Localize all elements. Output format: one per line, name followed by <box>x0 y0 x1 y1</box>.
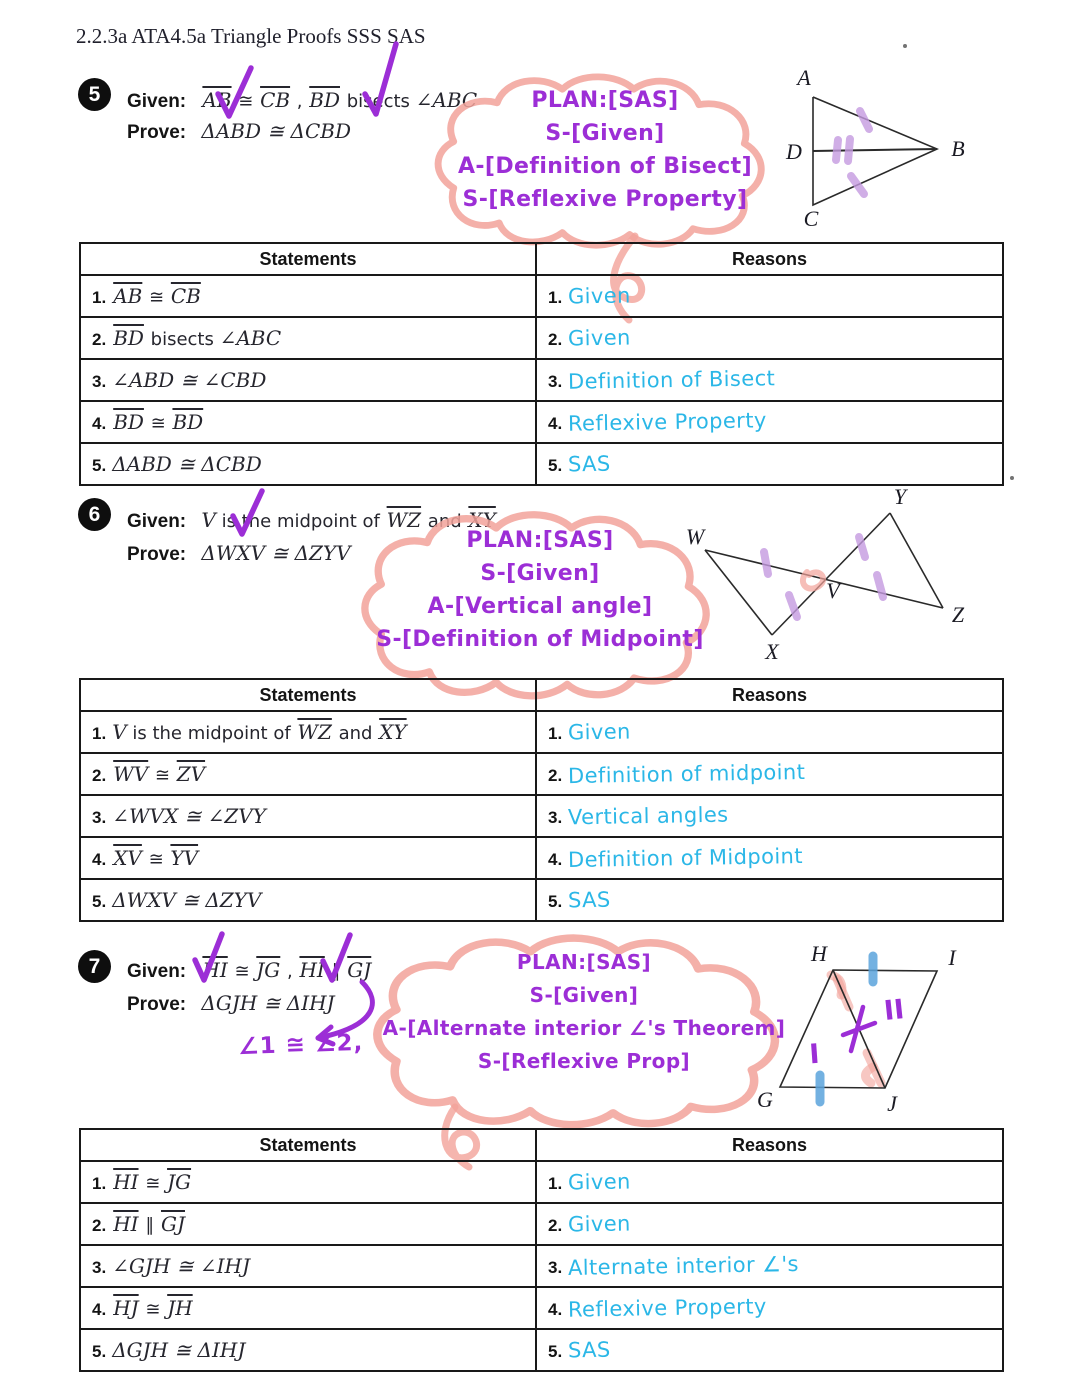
given-label: Given: <box>127 961 187 982</box>
statement: V is the midpoint of $\overline{WZ}$ and $\overline{XY}$ <box>112 720 407 744</box>
statement: ∠WVX ≅ ∠ZVY <box>112 804 266 828</box>
vertex-label-I: I <box>948 945 956 970</box>
prove-label: Prove: <box>127 122 187 143</box>
reason-handwriting: Definition of midpoint <box>567 759 806 789</box>
curved-arrow <box>298 976 382 1052</box>
plan-note-6: PLAN:[SAS] S-[Given] A-[Vertical angle] S-[Definition of Midpoint] <box>376 528 704 652</box>
reason-handwriting: Vertical angles <box>567 802 729 830</box>
checkmark <box>212 62 257 124</box>
table-row: 3. ∠ABD ≅ ∠CBD 3. Definition of Bisect <box>80 359 1003 401</box>
statement: ΔGJH ≅ ΔIHJ <box>112 1338 246 1362</box>
table-row: 5. ΔWXV ≅ ΔZYV 5. SAS <box>80 879 1003 921</box>
proof-table-7 <box>79 1128 1004 1372</box>
table-row: 1. $\overline{AB}$ ≅ $\overline{CB}$ 1. Given <box>80 275 1003 317</box>
given-label: Given: <box>127 511 187 532</box>
triangle-region-label-1: I <box>808 1038 821 1071</box>
vertex-label-C: C <box>803 206 819 231</box>
stray-pen-dot <box>1010 476 1014 480</box>
problem-number-badge: 6 <box>78 498 111 531</box>
table-row: 4. $\overline{BD}$ ≅ $\overline{BD}$ 4. Reflexive Property <box>80 401 1003 443</box>
plan-note-5: PLAN:[SAS] S-[Given] A-[Definition of Bisect] S-[Reflexive Property] <box>457 88 753 212</box>
reason-handwriting: Given <box>567 325 632 351</box>
given-text: $\overline{AB}$ ≅ $\overline{CB}$ , $\overline{BD}$ bisects ∠ABC <box>202 88 478 112</box>
statement: ΔWXV ≅ ΔZYV <box>112 888 262 912</box>
pink-scribble <box>803 572 823 589</box>
given-text: $\overline{HI}$ ≅ $\overline{JG}$ , $\overline{HI}$ ∥ $\overline{GJ}$ <box>202 958 372 982</box>
vertex-label-J: J <box>887 1091 897 1116</box>
prove-label: Prove: <box>127 994 187 1015</box>
reasons-header: Reasons <box>536 679 1003 711</box>
table-row: 1. V is the midpoint of $\overline{WZ}$ and $\overline{XY}$ 1. Given <box>80 711 1003 753</box>
problem-number-badge: 5 <box>78 78 111 111</box>
given-label: Given: <box>127 91 187 112</box>
table-row: 2. $\overline{WV}$ ≅ $\overline{ZV}$ 2. Definition of midpoint <box>80 753 1003 795</box>
reason-handwriting: Reflexive Property <box>567 1294 768 1322</box>
reason-handwriting: Given <box>567 1211 632 1237</box>
triangle-diagram-5 <box>780 55 1020 240</box>
vertex-label-W: W <box>685 524 705 549</box>
prove-label: Prove: <box>127 544 187 565</box>
statement: $\overline{BD}$ bisects ∠ABC <box>113 326 282 350</box>
table-row: 2. $\overline{BD}$ bisects ∠ABC 2. Given <box>80 317 1003 359</box>
statement: ∠GJH ≅ ∠IHJ <box>112 1254 250 1278</box>
reason-handwriting: SAS <box>567 887 612 913</box>
statement: $\overline{HI}$ ≅ $\overline{JG}$ <box>113 1170 192 1194</box>
reason-handwriting: Given <box>567 283 632 309</box>
reason-handwriting: SAS <box>567 451 612 477</box>
reason-handwriting: SAS <box>567 1337 612 1363</box>
vertex-label-X: X <box>765 639 779 664</box>
statements-header: Statements <box>80 243 536 275</box>
vertex-label-A: A <box>797 65 811 90</box>
statement: $\overline{HJ}$ ≅ $\overline{JH}$ <box>113 1296 193 1320</box>
vertex-label-H: H <box>811 941 827 966</box>
statement: $\overline{HI}$ ∥ $\overline{GJ}$ <box>113 1212 185 1236</box>
reasons-header: Reasons <box>536 1129 1003 1161</box>
checkmark <box>228 486 268 542</box>
table-row: 4. $\overline{HJ}$ ≅ $\overline{JH}$ 4. Reflexive Property <box>80 1287 1003 1329</box>
table-row: 5. ΔGJH ≅ ΔIHJ 5. SAS <box>80 1329 1003 1371</box>
vertex-label-D: D <box>786 139 802 164</box>
triangle-region-label-2: II <box>882 994 906 1028</box>
reason-handwriting: Definition of Midpoint <box>567 843 804 873</box>
table-row: 3. ∠WVX ≅ ∠ZVY 3. Vertical angles <box>80 795 1003 837</box>
statement: $\overline{AB}$ ≅ $\overline{CB}$ <box>113 284 201 308</box>
congruence-cross <box>843 1007 875 1051</box>
reason-handwriting: Given <box>567 1169 632 1195</box>
prove-text: ΔWXV ≅ ΔZYV <box>201 541 351 565</box>
reason-handwriting: Alternate interior ∠'s <box>567 1251 800 1281</box>
checkmark <box>360 38 402 120</box>
vertex-label-Y: Y <box>893 484 907 509</box>
given-text: V is the midpoint of $\overline{WZ}$ and $\overline{XY}$ <box>201 508 496 532</box>
plan-note-7: PLAN:[SAS] S-[Given] A-[Alternate interior ∠'s Theorem] S-[Reflexive Prop] <box>382 950 786 1073</box>
statements-header: Statements <box>80 679 536 711</box>
reasons-header: Reasons <box>536 243 1003 275</box>
proof-table-5 <box>79 242 1004 486</box>
prove-text: ΔGJH ≅ ΔIHJ <box>201 991 335 1015</box>
checkmark <box>190 928 228 988</box>
reason-handwriting: Definition of Bisect <box>567 366 776 394</box>
vertex-label-Z: Z <box>951 602 965 627</box>
statement: $\overline{WV}$ ≅ $\overline{ZV}$ <box>113 762 206 786</box>
reason-handwriting: Reflexive Property <box>567 408 768 436</box>
reason-handwriting: Given <box>567 719 632 745</box>
statement: $\overline{BD}$ ≅ $\overline{BD}$ <box>113 410 204 434</box>
page-title: 2.2.3a ATA4.5a Triangle Proofs SSS SAS <box>76 24 426 48</box>
angle-congruence-annotation: ∠1 ≅ ∠2, <box>237 1029 364 1061</box>
table-row: 5. ΔABD ≅ ΔCBD 5. SAS <box>80 443 1003 485</box>
vertex-label-B: B <box>951 136 965 161</box>
vertex-label-G: G <box>757 1087 773 1112</box>
table-row: 4. $\overline{XV}$ ≅ $\overline{YV}$ 4. Definition of Midpoint <box>80 837 1003 879</box>
table-row: 1. $\overline{HI}$ ≅ $\overline{JG}$ 1. Given <box>80 1161 1003 1203</box>
statement: $\overline{XV}$ ≅ $\overline{YV}$ <box>113 846 199 870</box>
statement: ∠ABD ≅ ∠CBD <box>112 368 267 392</box>
stray-pen-dot <box>903 44 907 48</box>
problem-number-badge: 7 <box>78 950 111 983</box>
statements-header: Statements <box>80 1129 536 1161</box>
vertex-label-V: V <box>826 578 840 603</box>
statement: ΔABD ≅ ΔCBD <box>112 452 262 476</box>
table-row: 2. $\overline{HI}$ ∥ $\overline{GJ}$ 2. Given <box>80 1203 1003 1245</box>
proof-table-6 <box>79 678 1004 922</box>
prove-line <box>127 541 351 566</box>
prove-text: ΔABD ≅ ΔCBD <box>201 119 351 143</box>
table-row: 3. ∠GJH ≅ ∠IHJ 3. Alternate interior ∠'s <box>80 1245 1003 1287</box>
